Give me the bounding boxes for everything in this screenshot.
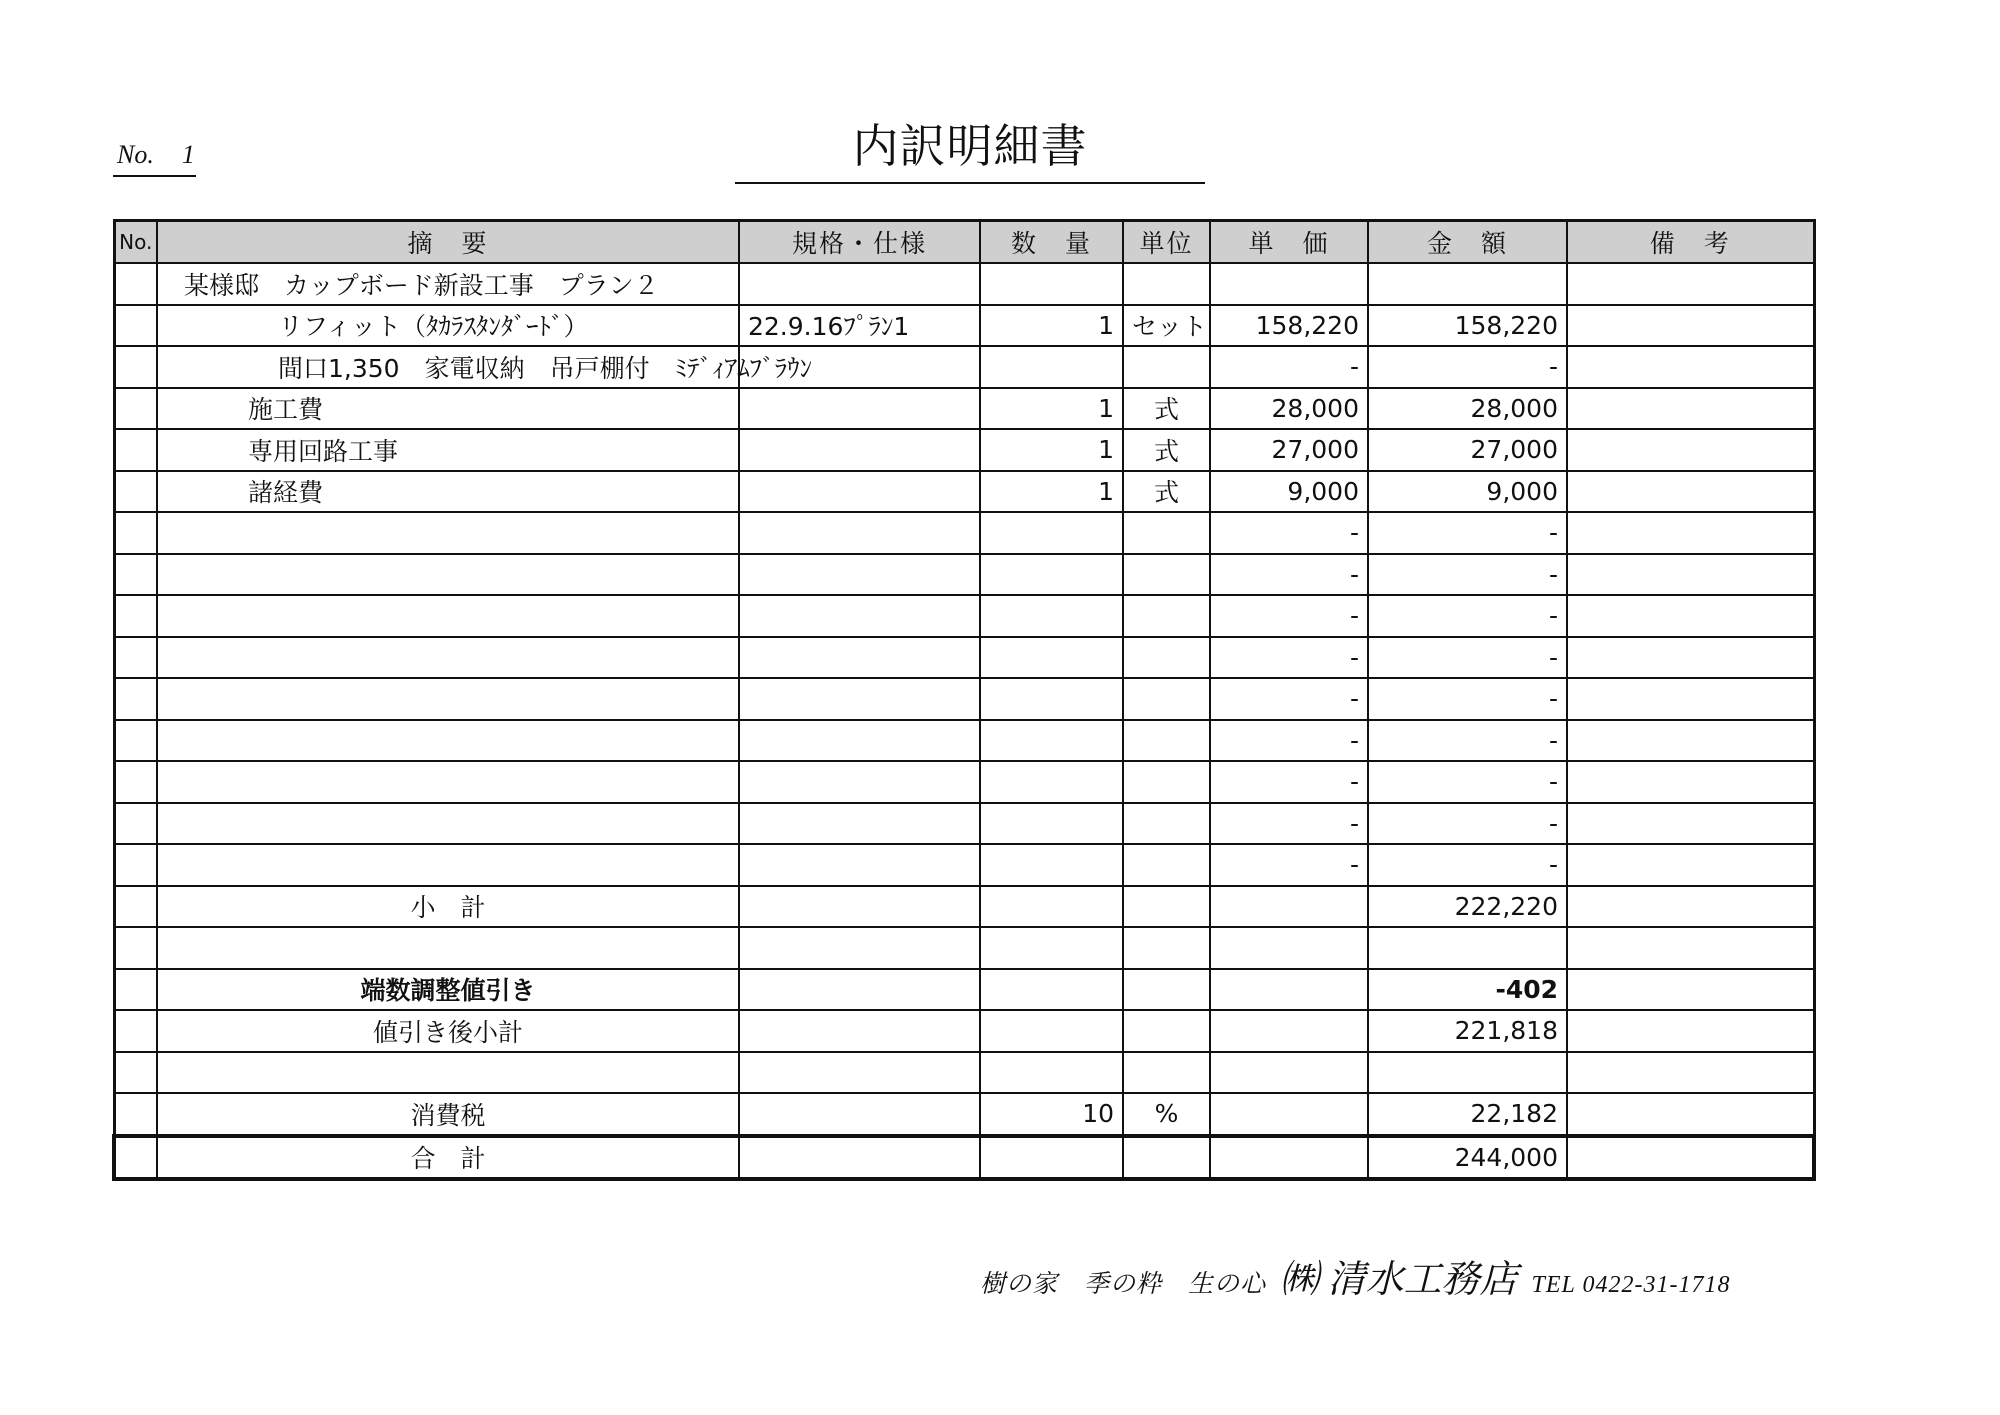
row-remarks — [1567, 388, 1814, 430]
row-summary: リフィット（ﾀｶﾗｽﾀﾝﾀﾞｰﾄﾞ） — [157, 305, 739, 347]
row-summary — [157, 720, 739, 762]
row-spec — [739, 429, 980, 471]
row-no — [114, 471, 157, 513]
row-no — [114, 844, 157, 886]
table-row — [114, 637, 1814, 679]
row-remarks — [1567, 471, 1814, 513]
row-remarks — [1567, 761, 1814, 803]
header-unit: 単位 — [1123, 221, 1210, 264]
row-no — [114, 554, 157, 596]
row-remarks — [1567, 305, 1814, 347]
row-qty — [980, 595, 1123, 637]
row-unit — [1123, 678, 1210, 720]
row-unit — [1123, 1052, 1210, 1094]
row-unit-price: - — [1210, 761, 1368, 803]
discount-label: 端数調整値引き — [157, 969, 739, 1011]
document-title: 内訳明細書 — [852, 119, 1088, 173]
document-number-value: 1 — [181, 140, 195, 169]
row-no — [114, 803, 157, 845]
row-amount: - — [1368, 554, 1567, 596]
row-qty — [980, 720, 1123, 762]
row-no — [114, 761, 157, 803]
row-summary: 某様邸 カップボード新設工事 プラン２ — [157, 263, 739, 305]
row-amount: 28,000 — [1368, 388, 1567, 430]
total-amount: 244,000 — [1368, 1136, 1567, 1180]
row-qty — [980, 263, 1123, 305]
blank-row — [114, 927, 1814, 969]
row-no — [114, 595, 157, 637]
row-no — [114, 886, 157, 928]
title-underline — [735, 182, 1205, 184]
subtotal-label: 小 計 — [157, 886, 739, 928]
tax-label: 消費税 — [157, 1093, 739, 1136]
table-row — [114, 761, 1814, 803]
row-remarks — [1567, 927, 1814, 969]
row-spec — [739, 554, 980, 596]
row-spec — [739, 637, 980, 679]
row-qty — [980, 346, 1123, 388]
row-amount: - — [1368, 346, 1567, 388]
row-no — [114, 678, 157, 720]
row-spec — [739, 388, 980, 430]
row-unit — [1123, 637, 1210, 679]
row-remarks — [1567, 1093, 1814, 1136]
row-unit: 式 — [1123, 471, 1210, 513]
table-row — [114, 263, 1814, 305]
row-spec — [739, 927, 980, 969]
table-row — [114, 720, 1814, 762]
row-unit — [1123, 969, 1210, 1011]
after-discount-amount: 221,818 — [1368, 1010, 1567, 1052]
row-spec — [739, 595, 980, 637]
header-no: No. — [114, 221, 157, 264]
table-row — [114, 595, 1814, 637]
row-unit-price: 27,000 — [1210, 429, 1368, 471]
table-row — [114, 803, 1814, 845]
row-spec — [739, 803, 980, 845]
row-unit-price: - — [1210, 595, 1368, 637]
row-unit-price: - — [1210, 554, 1368, 596]
table-header-row — [114, 221, 1814, 264]
row-unit-price: - — [1210, 844, 1368, 886]
row-spec — [739, 761, 980, 803]
row-no — [114, 388, 157, 430]
row-summary — [157, 1052, 739, 1094]
row-remarks — [1567, 263, 1814, 305]
row-summary — [157, 844, 739, 886]
row-unit-price — [1210, 927, 1368, 969]
row-amount: - — [1368, 512, 1567, 554]
header-unit-price: 単 価 — [1210, 221, 1368, 264]
total-label: 合 計 — [157, 1136, 739, 1180]
row-qty — [980, 554, 1123, 596]
row-no — [114, 1136, 157, 1180]
document-number — [113, 135, 196, 177]
row-summary: 専用回路工事 — [157, 429, 739, 471]
row-summary: 間口1,350 家電収納 吊戸棚付 ﾐﾃﾞｨｱﾑﾌﾞﾗｳﾝ — [157, 346, 739, 388]
row-unit-price: 28,000 — [1210, 388, 1368, 430]
header-qty: 数 量 — [980, 221, 1123, 264]
row-unit-price — [1210, 1052, 1368, 1094]
row-remarks — [1567, 1136, 1814, 1180]
row-spec — [739, 1093, 980, 1136]
row-spec — [739, 678, 980, 720]
row-remarks — [1567, 595, 1814, 637]
row-unit — [1123, 263, 1210, 305]
row-unit-price: - — [1210, 637, 1368, 679]
row-remarks — [1567, 429, 1814, 471]
row-spec — [739, 1052, 980, 1094]
row-spec — [739, 720, 980, 762]
table-row — [114, 844, 1814, 886]
header-spec: 規格・仕様 — [739, 221, 980, 264]
row-spec — [739, 263, 980, 305]
row-unit-price — [1210, 1136, 1368, 1180]
row-no — [114, 927, 157, 969]
row-spec: 22.9.16ﾌﾟﾗﾝ1 — [739, 305, 980, 347]
row-unit — [1123, 844, 1210, 886]
row-no — [114, 969, 157, 1011]
row-amount: - — [1368, 595, 1567, 637]
discount-row — [114, 969, 1814, 1011]
row-unit-price — [1210, 969, 1368, 1011]
row-qty — [980, 678, 1123, 720]
row-remarks — [1567, 803, 1814, 845]
header-remarks: 備 考 — [1567, 221, 1814, 264]
row-spec — [739, 1136, 980, 1180]
row-unit-price: 158,220 — [1210, 305, 1368, 347]
row-summary — [157, 637, 739, 679]
row-qty — [980, 512, 1123, 554]
row-qty: 1 — [980, 471, 1123, 513]
row-unit-price — [1210, 886, 1368, 928]
company-motto: 樹の家 季の粋 生の心 — [980, 1271, 1267, 1298]
row-unit-price: - — [1210, 678, 1368, 720]
row-remarks — [1567, 554, 1814, 596]
table-row — [114, 388, 1814, 430]
row-qty — [980, 761, 1123, 803]
row-remarks — [1567, 844, 1814, 886]
row-amount: 158,220 — [1368, 305, 1567, 347]
subtotal-row — [114, 886, 1814, 928]
after-discount-label: 値引き後小計 — [157, 1010, 739, 1052]
row-spec — [739, 969, 980, 1011]
row-qty — [980, 886, 1123, 928]
row-no — [114, 637, 157, 679]
row-summary: 諸経費 — [157, 471, 739, 513]
discount-amount: -402 — [1368, 969, 1567, 1011]
row-qty — [980, 1010, 1123, 1052]
header-amount: 金 額 — [1368, 221, 1567, 264]
row-summary — [157, 803, 739, 845]
subtotal-amount: 222,220 — [1368, 886, 1567, 928]
row-unit — [1123, 512, 1210, 554]
row-no — [114, 263, 157, 305]
row-unit-price — [1210, 1010, 1368, 1052]
row-summary — [157, 512, 739, 554]
document-number-label: No. — [117, 140, 154, 169]
row-amount: - — [1368, 844, 1567, 886]
table-row — [114, 305, 1814, 347]
row-unit-price: - — [1210, 720, 1368, 762]
row-unit: 式 — [1123, 388, 1210, 430]
tax-row — [114, 1093, 1814, 1136]
row-remarks — [1567, 1052, 1814, 1094]
row-unit — [1123, 595, 1210, 637]
row-spec — [739, 844, 980, 886]
row-qty: 1 — [980, 305, 1123, 347]
row-unit — [1123, 803, 1210, 845]
row-qty — [980, 1136, 1123, 1180]
row-amount: 9,000 — [1368, 471, 1567, 513]
total-row — [114, 1136, 1814, 1180]
row-no — [114, 1010, 157, 1052]
row-qty — [980, 927, 1123, 969]
row-amount: - — [1368, 637, 1567, 679]
tax-amount: 22,182 — [1368, 1093, 1567, 1136]
row-amount: - — [1368, 761, 1567, 803]
row-amount: - — [1368, 678, 1567, 720]
table-row — [114, 471, 1814, 513]
table-row — [114, 346, 1814, 388]
row-spec — [739, 512, 980, 554]
row-remarks — [1567, 1010, 1814, 1052]
row-unit — [1123, 554, 1210, 596]
row-amount — [1368, 1052, 1567, 1094]
row-unit — [1123, 346, 1210, 388]
after-discount-row — [114, 1010, 1814, 1052]
row-remarks — [1567, 346, 1814, 388]
row-no — [114, 720, 157, 762]
company-name: ㈱ 清水工務店 — [1280, 1259, 1518, 1301]
row-no — [114, 429, 157, 471]
table-row — [114, 554, 1814, 596]
row-remarks — [1567, 886, 1814, 928]
row-no — [114, 346, 157, 388]
row-no — [114, 1093, 157, 1136]
row-unit-price: - — [1210, 346, 1368, 388]
row-unit — [1123, 1010, 1210, 1052]
row-spec — [739, 471, 980, 513]
row-remarks — [1567, 637, 1814, 679]
blank-row — [114, 1052, 1814, 1094]
table-row — [114, 512, 1814, 554]
row-unit-price — [1210, 263, 1368, 305]
row-no — [114, 305, 157, 347]
row-unit-price — [1210, 1093, 1368, 1136]
row-qty: 1 — [980, 388, 1123, 430]
row-qty — [980, 803, 1123, 845]
row-summary — [157, 927, 739, 969]
row-summary — [157, 761, 739, 803]
row-no — [114, 1052, 157, 1094]
table-row — [114, 429, 1814, 471]
row-summary — [157, 595, 739, 637]
row-unit — [1123, 720, 1210, 762]
row-summary — [157, 678, 739, 720]
company-footer — [980, 1248, 1780, 1301]
row-unit: セット — [1123, 305, 1210, 347]
company-tel: TEL 0422-31-1718 — [1531, 1272, 1731, 1298]
row-spec — [739, 886, 980, 928]
row-unit: 式 — [1123, 429, 1210, 471]
row-amount — [1368, 927, 1567, 969]
row-unit-price: 9,000 — [1210, 471, 1368, 513]
row-qty — [980, 637, 1123, 679]
row-qty: 1 — [980, 429, 1123, 471]
row-qty — [980, 844, 1123, 886]
header-summary: 摘 要 — [157, 221, 739, 264]
row-qty — [980, 969, 1123, 1011]
row-unit — [1123, 886, 1210, 928]
row-unit-price: - — [1210, 803, 1368, 845]
row-no — [114, 512, 157, 554]
document-title-block — [735, 118, 1205, 184]
row-spec — [739, 1010, 980, 1052]
breakdown-table — [112, 219, 1816, 1181]
row-summary — [157, 554, 739, 596]
table-row — [114, 678, 1814, 720]
row-unit-price: - — [1210, 512, 1368, 554]
tax-rate: 10 — [980, 1093, 1123, 1136]
tax-unit: % — [1123, 1093, 1210, 1136]
row-amount: - — [1368, 803, 1567, 845]
row-remarks — [1567, 969, 1814, 1011]
row-unit — [1123, 927, 1210, 969]
row-unit — [1123, 761, 1210, 803]
row-qty — [980, 1052, 1123, 1094]
row-amount — [1368, 263, 1567, 305]
row-remarks — [1567, 512, 1814, 554]
row-amount: 27,000 — [1368, 429, 1567, 471]
row-amount: - — [1368, 720, 1567, 762]
row-unit — [1123, 1136, 1210, 1180]
row-remarks — [1567, 720, 1814, 762]
row-summary: 施工費 — [157, 388, 739, 430]
row-remarks — [1567, 678, 1814, 720]
